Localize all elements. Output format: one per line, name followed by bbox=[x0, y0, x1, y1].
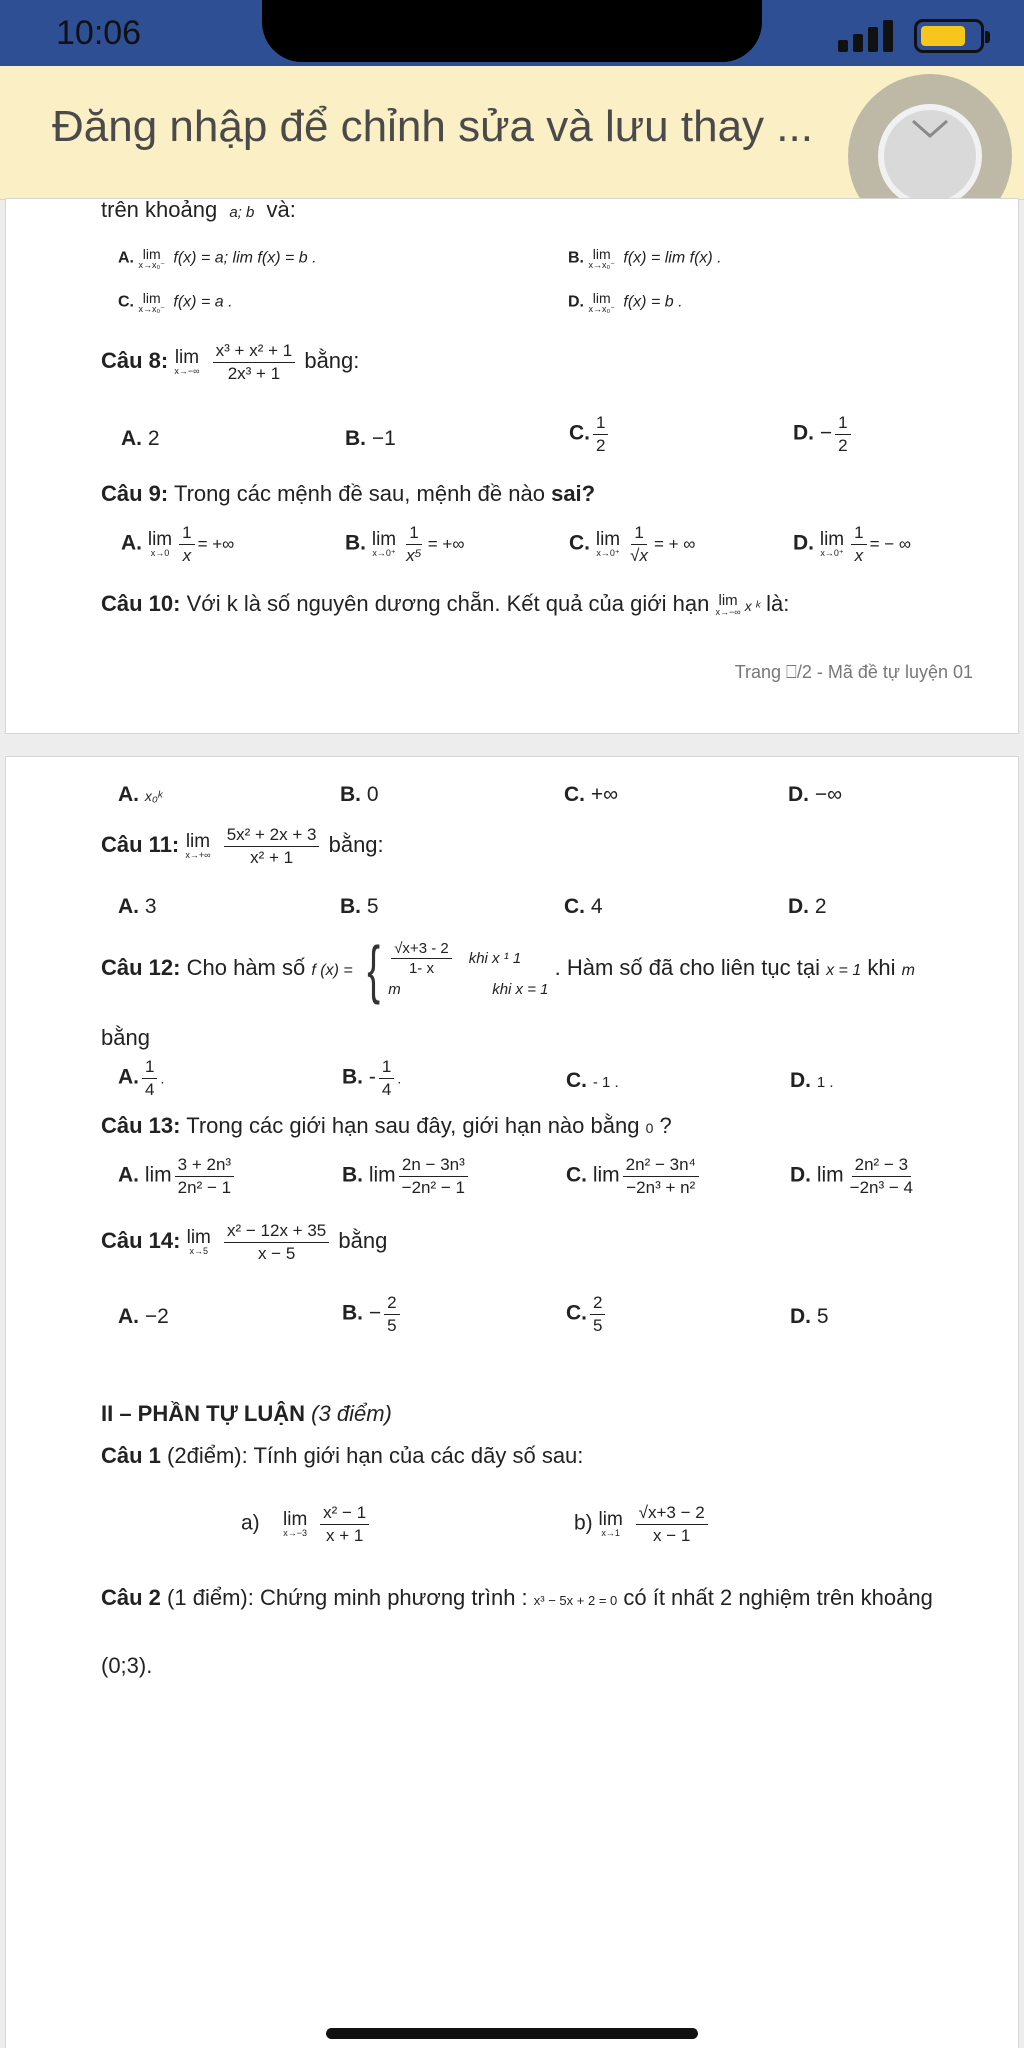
chevron-down-icon bbox=[910, 118, 950, 140]
battery-icon bbox=[914, 19, 984, 53]
q8-option-d: D. − $\frac{1}{2}$ bbox=[793, 413, 854, 455]
status-time: 10:06 bbox=[56, 14, 142, 52]
q13-option-b: B. lim $\frac{\text{2n − 3n³}}{\text{−2n² − 1}}$ bbox=[342, 1155, 471, 1197]
question-9: Câu 9: Trong các mệnh đề sau, mệnh đề nào sai? bbox=[101, 481, 596, 506]
q12-option-b: B. - $\frac{1}{4}$ . bbox=[342, 1057, 402, 1099]
q14-option-b: B. − $\frac{2}{5}$ bbox=[342, 1293, 403, 1335]
home-indicator[interactable] bbox=[326, 2028, 698, 2039]
q14-option-d: D. 5 bbox=[790, 1305, 829, 1328]
notch bbox=[262, 0, 762, 62]
q12-option-d: D. 1 . bbox=[790, 1069, 834, 1092]
intro-line: trên khoảng a; b và: bbox=[101, 197, 296, 222]
q11-option-b: B. 5 bbox=[340, 895, 379, 918]
essay-1a: a) lim x→−3 $\frac{\text{x² − 1}}{x + 1}$ bbox=[241, 1503, 372, 1545]
q13-option-a: A. lim $\frac{\text{3 + 2n³}}{\text{2n² − 1}}$ bbox=[118, 1155, 237, 1197]
essay-1b: b) lim x→1 $\frac{√x+3 - 2}{x - 1}$ bbox=[574, 1503, 711, 1545]
signal-icon bbox=[838, 20, 894, 52]
section-heading: II – PHẦN TỰ LUẬN (3 điểm) bbox=[101, 1401, 392, 1426]
essay-question-1: Câu 1 (2điểm): Tính giới hạn của các dãy số sau: bbox=[101, 1443, 584, 1468]
question-11: Câu 11: lim x→+∞ $\frac{\text{5x² + 2x + 3}}{\text{x² + 1}}$ bằng: bbox=[101, 825, 384, 867]
q9-option-b: B. lim x→0⁺ $\frac{1}{\text{x⁵}}$ = +∞ bbox=[345, 523, 465, 565]
document-page-2 bbox=[5, 756, 1019, 2048]
q8-option-b: B. −1 bbox=[345, 427, 396, 450]
document-page-1 bbox=[5, 198, 1019, 734]
question-8: Câu 8: lim x→−∞ $\frac{\text{x³ + x² + 1}}{\text{2x³ + 1}}$ bằng: bbox=[101, 341, 360, 383]
q7-option-c: C. lim x→x₀⁻ f(x) = a . bbox=[118, 290, 233, 314]
page-footer: Trang ⎕/2 - Mã đề tự luyện 01 bbox=[734, 662, 973, 682]
essay-question-2-interval: (0;3). bbox=[101, 1653, 153, 1678]
q9-option-a: A. lim x→0 $\frac{1}{x}$ = +∞ bbox=[121, 523, 235, 565]
essay-question-2: Câu 2 (1 điểm): Chứng minh phương trình : x³ − 5x + 2 = 0 có ít nhất 2 nghiệm trên khoảng bbox=[101, 1585, 933, 1610]
status-bar bbox=[0, 0, 1024, 72]
q9-option-d: D. lim x→0⁺ $\frac{1}{x}$ = − ∞ bbox=[793, 523, 912, 565]
q9-option-c: C. lim x→0⁺ $\frac{1}{√x}$ = + ∞ bbox=[569, 523, 696, 565]
q7-option-a: A. lim x→x₀⁻ f(x) = a; lim f(x) = b . bbox=[118, 246, 317, 270]
q7-option-d: D. lim x→x₀⁻ f(x) = b . bbox=[568, 290, 683, 314]
question-10: Câu 10: Với k là số nguyên dương chẵn. Kết quả của giới hạn lim x→−∞ x ᵏ là: bbox=[101, 591, 790, 618]
q10-option-b: B. 0 bbox=[340, 783, 379, 806]
question-12-continued: bằng bbox=[101, 1025, 150, 1050]
q11-option-c: C. 4 bbox=[564, 895, 603, 918]
q14-option-a: A. −2 bbox=[118, 1305, 169, 1328]
q11-option-a: A. 3 bbox=[118, 895, 157, 918]
q10-option-a: A. x₀ᵏ bbox=[118, 783, 163, 806]
question-13: Câu 13: Trong các giới hạn sau đây, giới hạn nào bằng 0 ? bbox=[101, 1113, 672, 1138]
question-12: Câu 12: Cho hàm số f (x) = { $\frac{√x+3 - 2}{1- x}$ khi x ¹ 1 m khi x = 1 . Hàm số đã cho liên tục tại x = 1 khi m bbox=[101, 933, 915, 1005]
q8-option-c: C. $\frac{1}{2}$ bbox=[569, 413, 611, 455]
q12-option-a: A. $\frac{1}{4}$ . bbox=[118, 1057, 165, 1099]
q10-option-d: D. −∞ bbox=[788, 783, 843, 806]
q13-option-c: C. lim $\frac{\text{2n² − 3n⁴}}{\text{−2n³ + n²}}$ bbox=[566, 1155, 702, 1197]
q12-option-c: C. - 1 . bbox=[566, 1069, 619, 1092]
q14-option-c: C. $\frac{2}{5}$ bbox=[566, 1293, 608, 1335]
q11-option-d: D. 2 bbox=[788, 895, 827, 918]
question-14: Câu 14: lim x→5 $\frac{\text{x² − 12x + 35}}{x - 5}$ bằng bbox=[101, 1221, 388, 1263]
q10-option-c: C. +∞ bbox=[564, 783, 619, 806]
q13-option-d: D. lim $\frac{\text{2n² − 3}}{\text{−2n³ − 4}}$ bbox=[790, 1155, 913, 1197]
q7-option-b: B. lim x→x₀⁻ f(x) = lim f(x) . bbox=[568, 246, 722, 270]
login-banner-text[interactable]: Đăng nhập để chỉnh sửa và lưu thay ... bbox=[52, 102, 813, 151]
piecewise-function: { $\frac{√x+3 - 2}{1- x}$ khi x ¹ 1 m khi x = 1 bbox=[367, 933, 549, 1005]
q8-option-a: A. 2 bbox=[121, 427, 160, 450]
